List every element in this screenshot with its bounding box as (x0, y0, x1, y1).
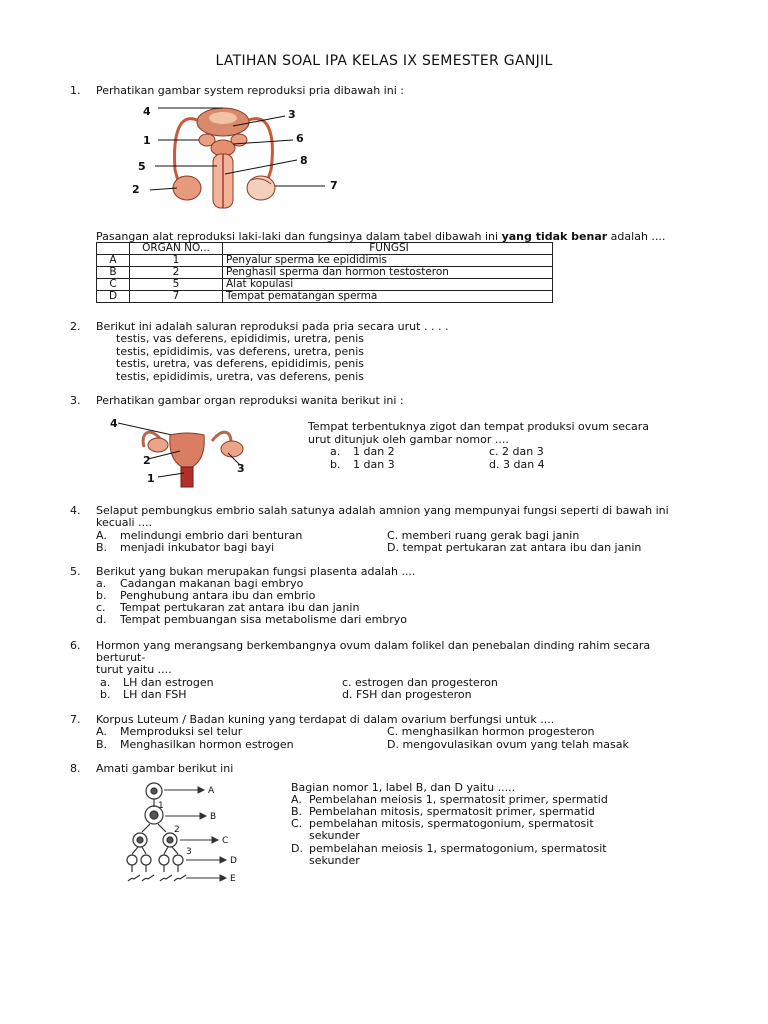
q5-option: Tempat pembuangan sisa metabolisme dari embryo (120, 613, 408, 626)
q2-number: 2. (70, 320, 81, 333)
q8-option-letter: D. (291, 842, 303, 855)
q5-option: Penghubung antara ibu dan embrio (120, 589, 316, 602)
q8-label: 2 (174, 825, 180, 835)
q7-option-letter: B. (96, 738, 108, 751)
q1-label: 5 (138, 160, 146, 173)
q1-label: 8 (300, 154, 308, 167)
q4-option-letter: A. (96, 529, 107, 542)
q4-option: menjadi inkubator bagi bayi (120, 541, 275, 554)
q6-option: LH dan estrogen (123, 676, 214, 689)
q8-option-letter: A. (291, 793, 302, 806)
q6-text: turut yaitu .... (96, 663, 172, 676)
q8-label: E (230, 874, 236, 884)
q2-option: testis, epididimis, uretra, vas deferens, penis (116, 370, 364, 383)
q5-option-letter: a. (96, 577, 107, 590)
q3-label: 4 (110, 417, 118, 430)
q3-label: 3 (237, 462, 245, 475)
table-cell: Penghasil sperma dan hormon testosteron (223, 267, 553, 279)
q1-label: 2 (132, 183, 140, 196)
q6-option-letter: b. (100, 688, 111, 701)
table-header-cell: ORGAN NO... (130, 243, 223, 255)
q3-label: 2 (143, 454, 151, 467)
q3-option: d. 3 dan 4 (489, 458, 545, 471)
q6-text: berturut- (96, 651, 146, 664)
q1-number: 1. (70, 84, 81, 97)
q8-question: Bagian nomor 1, label B, dan D yaitu ..... (291, 781, 516, 794)
table-cell: D (97, 291, 130, 303)
q5-number: 5. (70, 565, 81, 578)
q4-text: Selaput pembungkus embrio salah satunya adalah amnion yang mempunyai fungsi seperti di bawah ini (96, 504, 669, 517)
q8-number: 8. (70, 762, 81, 775)
q7-number: 7. (70, 713, 81, 726)
q3-option: c. 2 dan 3 (489, 445, 544, 458)
table-cell: C (97, 279, 130, 291)
q8-text: Amati gambar berikut ini (96, 762, 234, 775)
q5-text: Berikut yang bukan merupakan fungsi plasenta adalah .... (96, 565, 416, 578)
q2-option: testis, vas deferens, epididimis, uretra, penis (116, 332, 364, 345)
table-row (97, 255, 553, 267)
q5-option-letter: c. (96, 601, 106, 614)
q3-text: Perhatikan gambar organ reproduksi wanita berikut ini : (96, 394, 404, 407)
table-cell: Penyalur sperma ke epididimis (223, 255, 553, 267)
q8-option: pembelahan meiosis 1, spermatogonium, spermatosit (309, 842, 607, 855)
q7-option: Menghasilkan hormon estrogen (120, 738, 294, 751)
q7-option: Memproduksi sel telur (120, 725, 243, 738)
q3-option: 1 dan 3 (353, 458, 395, 471)
q4-option: C. memberi ruang gerak bagi janin (387, 529, 580, 542)
table-cell: 5 (130, 279, 223, 291)
table-cell: 2 (130, 267, 223, 279)
q1-label: 4 (143, 105, 151, 118)
q1-label: 1 (143, 134, 151, 147)
q8-label: A (208, 786, 215, 796)
table-cell: B (97, 267, 130, 279)
q3-side-text: Tempat terbentuknya zigot dan tempat produksi ovum secara (308, 420, 650, 433)
page-title: LATIHAN SOAL IPA KELAS IX SEMESTER GANJIL (215, 53, 553, 69)
q1-text: Perhatikan gambar system reproduksi pria dibawah ini : (96, 84, 404, 97)
q7-text: Korpus Luteum / Badan kuning yang terdapat di dalam ovarium berfungsi untuk .... (96, 713, 555, 726)
q6-option: d. FSH dan progesteron (342, 688, 472, 701)
table-cell: A (97, 255, 130, 267)
q8-label: D (230, 856, 237, 866)
q8-option-letter: B. (291, 805, 303, 818)
q6-option: LH dan FSH (123, 688, 187, 701)
q4-option-letter: B. (96, 541, 108, 554)
q6-number: 6. (70, 639, 81, 652)
q1-label: 3 (288, 108, 296, 121)
q3-option-letter: a. (330, 445, 341, 458)
q3-option: 1 dan 2 (353, 445, 395, 458)
q8-option-cont: sekunder (309, 854, 360, 867)
table-header-row (97, 243, 553, 255)
table-header-cell: FUNGSI (223, 243, 553, 255)
q8-option: Pembelahan mitosis, spermatosit primer, spermatid (309, 805, 595, 818)
table-cell: 7 (130, 291, 223, 303)
q2-option: testis, uretra, vas deferens, epididimis, penis (116, 357, 364, 370)
table-row (97, 291, 553, 303)
q8-label: C (222, 836, 229, 846)
table-row (97, 267, 553, 279)
q1-table-intro: Pasangan alat reproduksi laki-laki dan fungsinya dalam tabel dibawah ini yang tidak benar adalah .... (96, 230, 666, 243)
q1-label: 7 (330, 179, 338, 192)
q6-option: c. estrogen dan progesteron (342, 676, 498, 689)
q3-option-letter: b. (330, 458, 341, 471)
q8-label: 3 (186, 847, 192, 857)
q4-option: D. tempat pertukaran zat antara ibu dan janin (387, 541, 642, 554)
q2-text: Berikut ini adalah saluran reproduksi pada pria secara urut . . . . (96, 320, 449, 333)
q5-option-letter: d. (96, 613, 107, 626)
q6-text: Hormon yang merangsang berkembangnya ovum dalam folikel dan penebalan dinding rahim secara (96, 639, 651, 652)
table-header-cell (97, 243, 130, 255)
q8-option-cont: sekunder (309, 829, 360, 842)
q4-option: melindungi embrio dari benturan (120, 529, 303, 542)
q8-option: Pembelahan meiosis 1, spermatosit primer, spermatid (309, 793, 608, 806)
q4-number: 4. (70, 504, 81, 517)
q6-option-letter: a. (100, 676, 111, 689)
q7-option-letter: A. (96, 725, 107, 738)
table-cell: Alat kopulasi (223, 279, 553, 291)
q4-text: kecuali .... (96, 516, 153, 529)
q7-option: C. menghasilkan hormon progesteron (387, 725, 595, 738)
organ-function-table (96, 242, 553, 303)
table-cell: 1 (130, 255, 223, 267)
q8-label: B (210, 812, 217, 822)
q3-number: 3. (70, 394, 81, 407)
q1-label: 6 (296, 132, 304, 145)
q5-option-letter: b. (96, 589, 107, 602)
q3-label: 1 (147, 472, 155, 485)
q3-side-text: urut ditunjuk oleh gambar nomor .... (308, 433, 509, 446)
q8-option-letter: C. (291, 817, 303, 830)
q7-option: D. mengovulasikan ovum yang telah masak (387, 738, 629, 751)
q8-label: 1 (158, 801, 164, 811)
table-row (97, 279, 553, 291)
q2-option: testis, epididimis, vas deferens, uretra, penis (116, 345, 364, 358)
q5-option: Cadangan makanan bagi embryo (120, 577, 304, 590)
table-cell: Tempat pematangan sperma (223, 291, 553, 303)
female-reproductive-diagram (110, 415, 270, 490)
male-reproductive-diagram (125, 100, 355, 210)
q5-option: Tempat pertukaran zat antara ibu dan janin (120, 601, 360, 614)
q8-option: pembelahan mitosis, spermatogonium, spermatosit (309, 817, 594, 830)
